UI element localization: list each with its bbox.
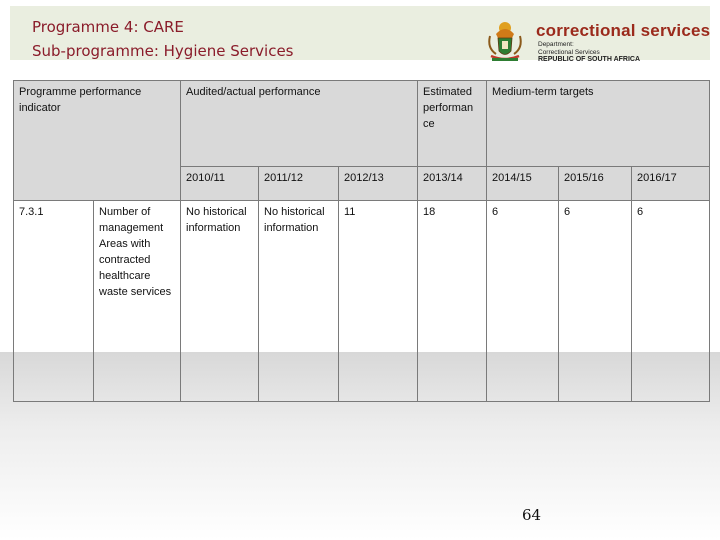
value-cell: 6 — [559, 201, 632, 402]
programme-title: Programme 4: CARE — [32, 18, 184, 36]
logo-dept-label: Department: — [538, 41, 574, 48]
logo-wordmark: correctional services — [536, 21, 711, 40]
table-row — [14, 201, 710, 402]
table-header-row — [14, 81, 710, 167]
value-cell: 6 — [487, 201, 559, 402]
department-logo — [482, 18, 714, 64]
page-title — [32, 15, 293, 63]
value-cell: No historical information — [181, 201, 259, 402]
header-audited: Audited/actual performance — [181, 81, 418, 167]
subprogramme-title: Sub-programme: Hygiene Services — [32, 42, 294, 60]
year-cell: 2011/12 — [259, 167, 339, 201]
year-cell: 2010/11 — [181, 167, 259, 201]
coat-of-arms-icon — [482, 18, 528, 64]
header-targets: Medium-term targets — [487, 81, 710, 167]
value-cell: 11 — [339, 201, 418, 402]
indicator-number: 7.3.1 — [14, 201, 94, 402]
value-cell: 18 — [418, 201, 487, 402]
year-cell: 2012/13 — [339, 167, 418, 201]
page-number: 64 — [522, 506, 542, 524]
year-cell: 2013/14 — [418, 167, 487, 201]
indicator-description: Number of management Areas with contracted healthcare waste services — [94, 201, 181, 402]
year-cell: 2016/17 — [632, 167, 710, 201]
page-header — [10, 6, 711, 63]
header-estimated: Estimated performan ce — [418, 81, 487, 167]
year-cell: 2014/15 — [487, 167, 559, 201]
logo-dept-name: Correctional Services — [538, 48, 600, 56]
performance-table — [13, 80, 710, 402]
logo-country: REPUBLIC OF SOUTH AFRICA — [538, 56, 641, 63]
value-cell: 6 — [632, 201, 710, 402]
value-cell: No historical information — [259, 201, 339, 402]
logo-subtitle — [538, 41, 640, 64]
year-cell: 2015/16 — [559, 167, 632, 201]
header-indicator: Programme performance indicator — [14, 81, 181, 201]
